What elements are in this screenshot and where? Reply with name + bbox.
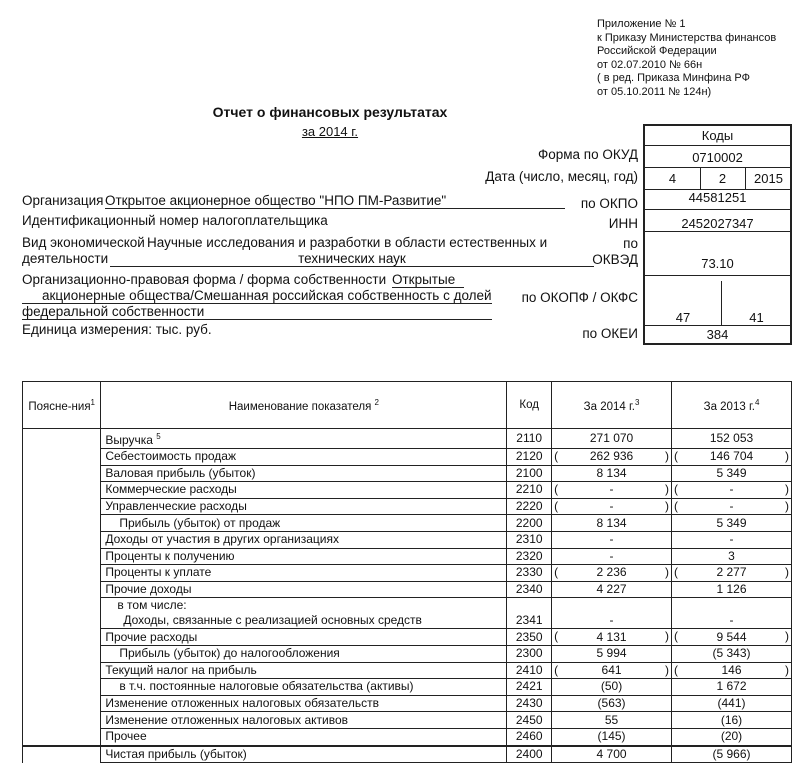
indicator-label: в т.ч. постоянные налоговые обязательства (активы)	[119, 679, 414, 694]
line-code: 2340	[507, 581, 552, 598]
value-2014: 5 994	[552, 645, 672, 662]
indicator-label: Проценты к уплате	[105, 565, 212, 580]
table-row	[23, 662, 792, 679]
line-code: 2200	[507, 515, 552, 532]
value-2014: ( 262 936 )	[552, 449, 672, 466]
value-2014: ( - )	[552, 498, 672, 515]
okopf-value: 47	[675, 310, 691, 325]
table-row	[23, 712, 792, 729]
col-header-2014: За 2014 г.$^3$	[552, 382, 672, 429]
indicator-name	[101, 695, 507, 712]
indicator-name	[101, 712, 507, 729]
value-2014: (145)	[552, 728, 672, 745]
regulation-note-line: Российской Федерации	[597, 45, 717, 57]
line-code: 2400	[507, 746, 552, 763]
indicator-label: Проценты к получению	[105, 548, 235, 563]
table-row	[23, 645, 792, 662]
table-row	[23, 449, 792, 466]
value-2013: ( - )	[672, 482, 792, 499]
okopf-label: по ОКОПФ / ОКФС	[521, 290, 638, 305]
indicator-name	[101, 746, 507, 763]
indicator-label: в том числе:	[117, 598, 187, 613]
date-label: Дата (число, месяц, год)	[485, 169, 638, 184]
inn-label: ИНН	[608, 216, 638, 231]
okpo-value: 44581251	[688, 190, 747, 205]
indicator-name	[101, 598, 507, 629]
indicator-name	[101, 645, 507, 662]
indicator-label: Валовая прибыль (убыток)	[105, 465, 256, 480]
note-cell	[23, 548, 101, 565]
note-cell	[23, 746, 101, 763]
value-2013: 152 053	[672, 429, 792, 449]
note-cell	[23, 498, 101, 515]
okved-label-1: по	[623, 236, 638, 251]
line-code: 2310	[507, 531, 552, 548]
table-row	[23, 581, 792, 598]
value-2014: ( 641 )	[552, 662, 672, 679]
col-header-code: Код	[507, 382, 552, 429]
value-2014: 4 700	[552, 746, 672, 763]
note-cell	[23, 629, 101, 646]
org-name: Открытое акционерное общество "НПО ПМ-Развитие"	[105, 193, 565, 209]
table-row	[23, 746, 792, 763]
line-code: 2110	[507, 429, 552, 449]
value-2013: (20)	[672, 728, 792, 745]
value-2014: ( 2 236 )	[552, 565, 672, 582]
value-2013: ( - )	[672, 498, 792, 515]
indicator-label: Изменение отложенных налоговых активов	[105, 712, 349, 727]
note-cell	[23, 429, 101, 449]
indicator-name	[101, 629, 507, 646]
note-cell	[23, 581, 101, 598]
value-2013: -	[672, 531, 792, 548]
note-cell	[23, 482, 101, 499]
regulation-note	[597, 18, 776, 99]
activity-label-2: деятельности	[22, 251, 109, 266]
okved-value: 73.10	[701, 256, 734, 271]
table-row	[23, 498, 792, 515]
indicator-label: Доходы от участия в других организациях	[105, 532, 339, 547]
table-row	[23, 482, 792, 499]
value-2013: ( 146 )	[672, 662, 792, 679]
activity-label-1: Вид экономической	[22, 235, 145, 250]
okved-label-2: ОКВЭД	[592, 252, 638, 267]
table-row	[23, 695, 792, 712]
table-row	[23, 598, 792, 629]
okud-value: 0710002	[692, 150, 743, 165]
regulation-note-line: от 05.10.2011 № 124н)	[597, 85, 712, 98]
value-2013: -	[672, 598, 792, 629]
note-cell	[23, 531, 101, 548]
indicator-label: Прибыль (убыток) до налогообложения	[119, 646, 340, 661]
note-cell	[23, 465, 101, 482]
table-row	[23, 629, 792, 646]
value-2013: (441)	[672, 695, 792, 712]
indicator-name	[101, 465, 507, 482]
col-header-note: Поясне-ния$^1$	[23, 382, 101, 429]
form-value-3: федеральной собственности	[22, 304, 492, 320]
value-2013: ( 9 544 )	[672, 629, 792, 646]
indicator-name	[101, 581, 507, 598]
okpo-label: по ОКПО	[580, 196, 638, 211]
indicator-label: Коммерческие расходы	[105, 482, 237, 497]
note-cell	[23, 695, 101, 712]
value-2013: 5 349	[672, 465, 792, 482]
line-code: 2460	[507, 728, 552, 745]
indicator-name	[101, 565, 507, 582]
date-month: 2	[718, 171, 727, 186]
org-label: Организация	[22, 193, 104, 208]
value-2014: 271 070	[552, 429, 672, 449]
indicator-name	[101, 429, 507, 449]
value-2014: -	[552, 548, 672, 565]
line-code: 2210	[507, 482, 552, 499]
line-code: 2330	[507, 565, 552, 582]
note-cell	[23, 598, 101, 629]
indicator-name	[101, 548, 507, 565]
line-code: 2320	[507, 548, 552, 565]
table-row	[23, 565, 792, 582]
form-value-2: акционерные общества/Смешанная российская собственность с долей	[22, 288, 492, 304]
okei-value: 384	[706, 327, 729, 342]
report-title: Отчет о финансовых результатах	[212, 104, 448, 120]
indicator-label: Изменение отложенных налоговых обязательств	[105, 696, 379, 711]
table-row	[23, 548, 792, 565]
table-row	[23, 531, 792, 548]
value-2013: ( 146 704 )	[672, 449, 792, 466]
line-code: 2350	[507, 629, 552, 646]
form-value-1: Открытые	[392, 272, 464, 288]
line-code: 2450	[507, 712, 552, 729]
indicator-label: Прочее	[105, 729, 147, 744]
indicator-name	[101, 449, 507, 466]
value-2014: -	[552, 531, 672, 548]
note-cell	[23, 728, 101, 745]
value-2014: 8 134	[552, 515, 672, 532]
indicator-label: Текущий налог на прибыль	[105, 662, 257, 677]
indicator-label: Выручка	[105, 433, 153, 447]
indicator-name	[101, 531, 507, 548]
table-row	[23, 679, 792, 696]
date-day: 4	[668, 171, 677, 186]
indicator-label: Управленческие расходы	[105, 499, 247, 514]
value-2014: 55	[552, 712, 672, 729]
line-code: 2300	[507, 645, 552, 662]
okud-label: Форма по ОКУД	[537, 147, 638, 162]
indicator-sublabel: Доходы, связанные с реализацией основных средств	[123, 613, 422, 628]
note-cell	[23, 645, 101, 662]
indicator-name	[101, 662, 507, 679]
value-2014: (563)	[552, 695, 672, 712]
note-cell	[23, 449, 101, 466]
indicator-name	[101, 728, 507, 745]
indicator-label: Прочие расходы	[105, 629, 198, 644]
indicator-name	[101, 515, 507, 532]
value-2014: ( - )	[552, 482, 672, 499]
indicator-label: Чистая прибыль (убыток)	[105, 746, 247, 761]
regulation-note-line: Приложение № 1	[597, 18, 686, 30]
value-2014: (50)	[552, 679, 672, 696]
line-code: 2430	[507, 695, 552, 712]
line-code: 2421	[507, 679, 552, 696]
indicator-name	[101, 482, 507, 499]
form-label: Организационно-правовая форма / форма собственности	[22, 272, 387, 287]
okei-label: по ОКЕИ	[582, 326, 638, 341]
value-2014: ( 4 131 )	[552, 629, 672, 646]
codes-box	[643, 124, 792, 345]
codes-header: Коды	[701, 128, 734, 143]
col-header-2013: За 2013 г.$^4$	[672, 382, 792, 429]
value-2014: 8 134	[552, 465, 672, 482]
value-2013: (16)	[672, 712, 792, 729]
indicator-label: Прочие доходы	[105, 582, 192, 597]
report-period: за 2014 г.	[301, 124, 359, 139]
inn-text: Идентификационный номер налогоплательщика	[22, 213, 328, 228]
value-2013: (5 966)	[672, 746, 792, 763]
line-code: 2100	[507, 465, 552, 482]
indicator-name	[101, 679, 507, 696]
indicator-label: Себестоимость продаж	[105, 449, 236, 464]
note-cell	[23, 679, 101, 696]
table-row	[23, 429, 792, 449]
table-row	[23, 465, 792, 482]
unit-label: Единица измерения: тыс. руб.	[22, 322, 212, 337]
value-2013: ( 2 277 )	[672, 565, 792, 582]
note-cell	[23, 662, 101, 679]
indicator-name	[101, 498, 507, 515]
value-2013: 3	[672, 548, 792, 565]
regulation-note-line: от 02.07.2010 № 66н	[597, 58, 703, 71]
value-2013: 1 672	[672, 679, 792, 696]
line-code: 2120	[507, 449, 552, 466]
table-row	[23, 515, 792, 532]
value-2014: 4 227	[552, 581, 672, 598]
date-year: 2015	[754, 171, 783, 186]
financial-results-table	[22, 381, 792, 763]
note-cell	[23, 712, 101, 729]
indicator-label: Прибыль (убыток) от продаж	[119, 515, 281, 530]
note-cell	[23, 565, 101, 582]
line-code: 2341	[507, 598, 552, 629]
value-2013: 1 126	[672, 581, 792, 598]
activity-value-1: Научные исследования и разработки в области естественных и	[147, 235, 548, 250]
value-2014: -	[552, 598, 672, 629]
line-code: 2220	[507, 498, 552, 515]
inn-value: 2452027347	[681, 216, 754, 231]
note-cell	[23, 515, 101, 532]
regulation-note-line: к Приказу Министерства финансов	[597, 31, 777, 44]
okfs-value: 41	[749, 310, 764, 325]
regulation-note-line: ( в ред. Приказа Минфина РФ	[597, 72, 750, 84]
footnote-mark: 5	[156, 432, 161, 441]
value-2013: (5 343)	[672, 645, 792, 662]
value-2013: 5 349	[672, 515, 792, 532]
col-header-name: Наименование показателя $^2$	[101, 382, 507, 429]
line-code: 2410	[507, 662, 552, 679]
table-row	[23, 728, 792, 745]
activity-value-2: технических наук	[110, 251, 594, 267]
